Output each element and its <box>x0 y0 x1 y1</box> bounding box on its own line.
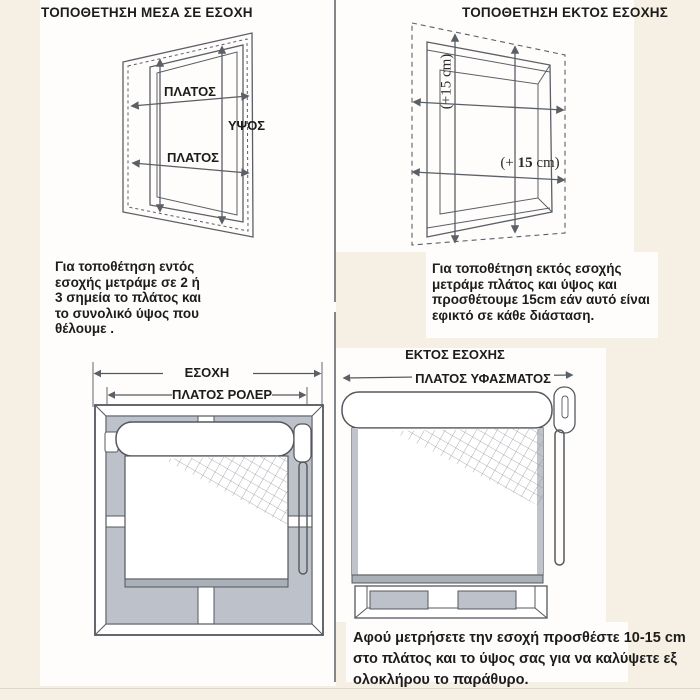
fabric-width-label: ΠΛΑΤΟΣ ΥΦΑΣΜΑΤΟΣ <box>412 371 554 386</box>
roller-outside-recess-diagram <box>340 360 630 622</box>
width-label-top: ΠΛΑΤΟΣ <box>164 84 216 99</box>
outside-recess-window-diagram <box>400 20 580 252</box>
width-arrow-bottom <box>413 172 564 180</box>
blind-outline-dashed <box>412 23 565 245</box>
recess-dashed-line <box>128 39 248 231</box>
inside-recess-description <box>55 259 201 337</box>
roller-control-unit <box>294 424 311 462</box>
desc-line: εφικτό σε κάθε διάσταση. <box>432 307 595 323</box>
allowance-suffix: cm) <box>532 155 560 171</box>
desc-line: Για τοποθέτηση εντός <box>55 259 195 274</box>
recess-label: ΕΣΟΧΗ <box>177 365 237 380</box>
desc-line: Αφού μετρήσετε την εσοχή προσθέστε 10-15 cm <box>353 630 686 646</box>
window-outer-frame <box>123 33 253 237</box>
fabric-edge-left <box>352 428 358 575</box>
desc-line: θέλουμε . <box>55 321 115 336</box>
title-outside-recess: ΤΟΠΟΘΕΤΗΣΗ ΕΚΤΟΣ ΕΣΟΧΗΣ <box>462 5 669 20</box>
desc-line: το συνολικό ύψος που <box>55 305 199 321</box>
height-allowance-label: (+15 cm) <box>438 53 455 110</box>
window-glass-line <box>157 52 237 215</box>
bottom-bar <box>125 579 288 587</box>
allowance-prefix: (+ <box>500 155 518 171</box>
outside-recess-bottom-description <box>353 628 686 691</box>
width-allowance-label <box>492 155 568 172</box>
pull-chain <box>555 430 564 565</box>
sill-sash <box>370 591 428 609</box>
desc-line: προσθέτουμε 15cm εάν αυτό είναι <box>432 292 650 307</box>
roller-width-label: ΠΛΑΤΟΣ ΡΟΛΕΡ <box>172 387 273 402</box>
desc-line: 3 σημεία το πλάτος και <box>55 290 202 305</box>
bottom-bar <box>352 575 543 583</box>
desc-line: Για τοποθέτηση εκτός εσοχής <box>432 261 622 276</box>
title-inside-recess: ΤΟΠΟΘΕΤΗΣΗ ΜΕΣΑ ΣΕ ΕΣΟΧΗ <box>41 5 253 20</box>
inside-recess-window-diagram <box>100 25 335 255</box>
desc-line: στο πλάτος και το ύψος σας για να καλύψετε εξ <box>353 651 677 667</box>
desc-line: μετράμε πλάτος και ύψος και <box>432 276 617 292</box>
outside-recess-description <box>432 261 650 323</box>
roller-control-unit <box>554 387 575 433</box>
height-label: ΥΨΟΣ <box>228 118 266 133</box>
allowance-value: 15 <box>517 155 533 171</box>
sill-sash <box>458 591 516 609</box>
desc-line: ολοκλήρου το παράθυρο. <box>353 672 529 688</box>
roller-tube <box>116 422 294 456</box>
roller-tube <box>342 392 552 428</box>
width-arrow-top <box>414 102 563 110</box>
title-outside-recess-small: ΕΚΤΟΣ ΕΣΟΧΗΣ <box>405 347 505 362</box>
width-label-bottom: ΠΛΑΤΟΣ <box>167 150 219 165</box>
desc-line: εσοχής μετράμε σε 2 ή <box>55 274 200 290</box>
